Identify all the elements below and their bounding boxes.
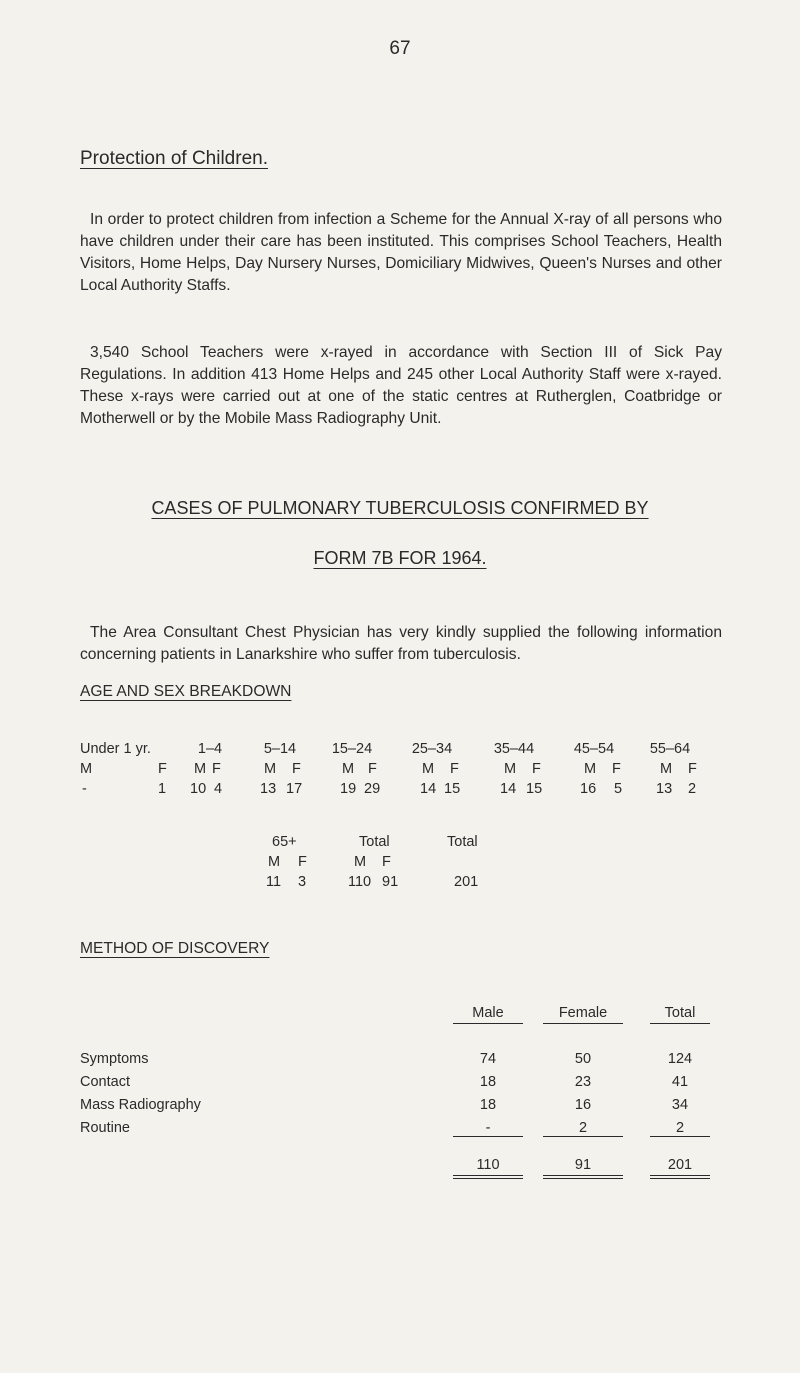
- row-label: Routine: [80, 1120, 130, 1136]
- sex-f-label: F: [298, 854, 307, 870]
- age-group-label: 45–54: [573, 741, 615, 757]
- sex-m-label: M: [354, 854, 367, 870]
- sex-f-label: F: [688, 761, 697, 777]
- male-total: 110: [453, 1157, 523, 1179]
- female-value: 23: [574, 1074, 592, 1090]
- column-female: Female: [543, 1005, 623, 1024]
- paragraph-scheme: In order to protect children from infection a Scheme for the Annual X-ray of all persons who have children under their care has been instituted. This comprises School Teachers, Health Visitors, Home Helps, Day Nursery Nurses, Domiciliary Midwives, Queen's Nurses and other Local Authority Staffs.: [80, 211, 722, 294]
- summary-label-row: [80, 834, 700, 854]
- male-value: 18: [479, 1097, 497, 1113]
- male-value: 74: [479, 1051, 497, 1067]
- sex-f-label: F: [292, 761, 301, 777]
- value-m: -: [82, 781, 87, 797]
- female-value: 50: [574, 1051, 592, 1067]
- table-row: [80, 1074, 720, 1097]
- sex-m-label: M: [422, 761, 435, 777]
- female-value: 2: [543, 1120, 623, 1137]
- grand-total-label: Total: [447, 834, 478, 850]
- over65-label: 65+: [272, 834, 297, 850]
- report-heading-line1: CASES OF PULMONARY TUBERCULOSIS CONFIRMED BY: [151, 498, 649, 518]
- page-number: 67: [389, 38, 411, 59]
- paragraph-consultant: The Area Consultant Chest Physician has very kindly supplied the following information concerning patients in Lanarkshire who suffer from tuberculosis.: [80, 624, 722, 663]
- sex-f-label: F: [212, 761, 221, 777]
- report-heading-line2: FORM 7B FOR 1964.: [313, 548, 487, 568]
- sex-header-row: [80, 761, 700, 781]
- sex-m-label: M: [268, 854, 281, 870]
- age-values-row: [80, 781, 700, 801]
- age-summary-table: [80, 834, 700, 894]
- sex-m-label: M: [504, 761, 517, 777]
- value-f: 29: [364, 781, 381, 797]
- grand-total: 201: [650, 1157, 710, 1179]
- table-row: [80, 1097, 720, 1120]
- column-total: Total: [650, 1005, 710, 1024]
- age-group-label: Under 1 yr.: [80, 741, 151, 757]
- row-label: Symptoms: [80, 1051, 149, 1067]
- total-m-value: 110: [348, 874, 372, 890]
- sex-f-label: F: [368, 761, 377, 777]
- age-group-row: [80, 741, 700, 761]
- value-m: 19: [340, 781, 357, 797]
- age-sex-heading: AGE AND SEX BREAKDOWN: [80, 683, 292, 700]
- sex-f-label: F: [158, 761, 167, 777]
- total-value: 41: [671, 1074, 689, 1090]
- totals-row: [80, 1157, 720, 1187]
- sex-f-label: F: [450, 761, 459, 777]
- female-total: 91: [543, 1157, 623, 1179]
- grand-total-value: 201: [454, 874, 479, 890]
- value-f: 5: [614, 781, 623, 797]
- age-group-label: 55–64: [649, 741, 691, 757]
- value-f: 4: [214, 781, 223, 797]
- value-f: 1: [158, 781, 167, 797]
- over65-f-value: 3: [298, 874, 307, 890]
- sex-f-label: F: [382, 854, 391, 870]
- age-group-label: 15–24: [331, 741, 373, 757]
- row-label: Mass Radiography: [80, 1097, 201, 1113]
- method-table: [80, 1005, 720, 1187]
- sex-m-label: M: [584, 761, 597, 777]
- age-sex-table: [80, 741, 700, 801]
- table-row: [80, 1120, 720, 1143]
- sex-m-label: M: [264, 761, 277, 777]
- sex-f-label: F: [612, 761, 621, 777]
- value-m: 10: [190, 781, 207, 797]
- value-f: 2: [688, 781, 697, 797]
- value-m: 14: [420, 781, 437, 797]
- summary-sex-row: [80, 854, 700, 874]
- age-group-label: 5–14: [263, 741, 297, 757]
- sex-m-label: M: [80, 761, 93, 777]
- table-row: [80, 1051, 720, 1074]
- total-value: 34: [671, 1097, 689, 1113]
- sex-m-label: M: [194, 761, 207, 777]
- total-f-value: 91: [382, 874, 399, 890]
- age-group-label: 35–44: [493, 741, 535, 757]
- summary-values-row: [80, 874, 700, 894]
- sex-f-label: F: [532, 761, 541, 777]
- sex-m-label: M: [342, 761, 355, 777]
- row-label: Contact: [80, 1074, 130, 1090]
- sex-m-label: M: [660, 761, 673, 777]
- male-value: -: [453, 1120, 523, 1137]
- column-male: Male: [453, 1005, 523, 1024]
- method-heading: METHOD OF DISCOVERY: [80, 940, 270, 957]
- paragraph-xray-counts: 3,540 School Teachers were x-rayed in accordance with Section III of Sick Pay Regulations. In addition 413 Home Helps and 245 other Local Authority Staff were x-rayed. These x-rays were carried out at one of the static centres at Rutherglen, Coatbridge or Motherwell or by the Mobile Mass Radiography Unit.: [80, 344, 722, 427]
- total-value: 2: [650, 1120, 710, 1137]
- value-m: 13: [260, 781, 277, 797]
- age-group-label: 25–34: [411, 741, 453, 757]
- value-f: 15: [526, 781, 543, 797]
- total-by-sex-label: Total: [359, 834, 390, 850]
- male-value: 18: [479, 1074, 497, 1090]
- value-f: 15: [444, 781, 461, 797]
- value-m: 13: [656, 781, 673, 797]
- value-m: 14: [500, 781, 517, 797]
- method-header-row: [80, 1005, 720, 1035]
- over65-m-value: 11: [266, 874, 282, 890]
- value-f: 17: [286, 781, 303, 797]
- value-m: 16: [580, 781, 597, 797]
- total-value: 124: [667, 1051, 693, 1067]
- section-title: Protection of Children.: [80, 148, 268, 169]
- female-value: 16: [574, 1097, 592, 1113]
- age-group-label: 1–4: [197, 741, 223, 757]
